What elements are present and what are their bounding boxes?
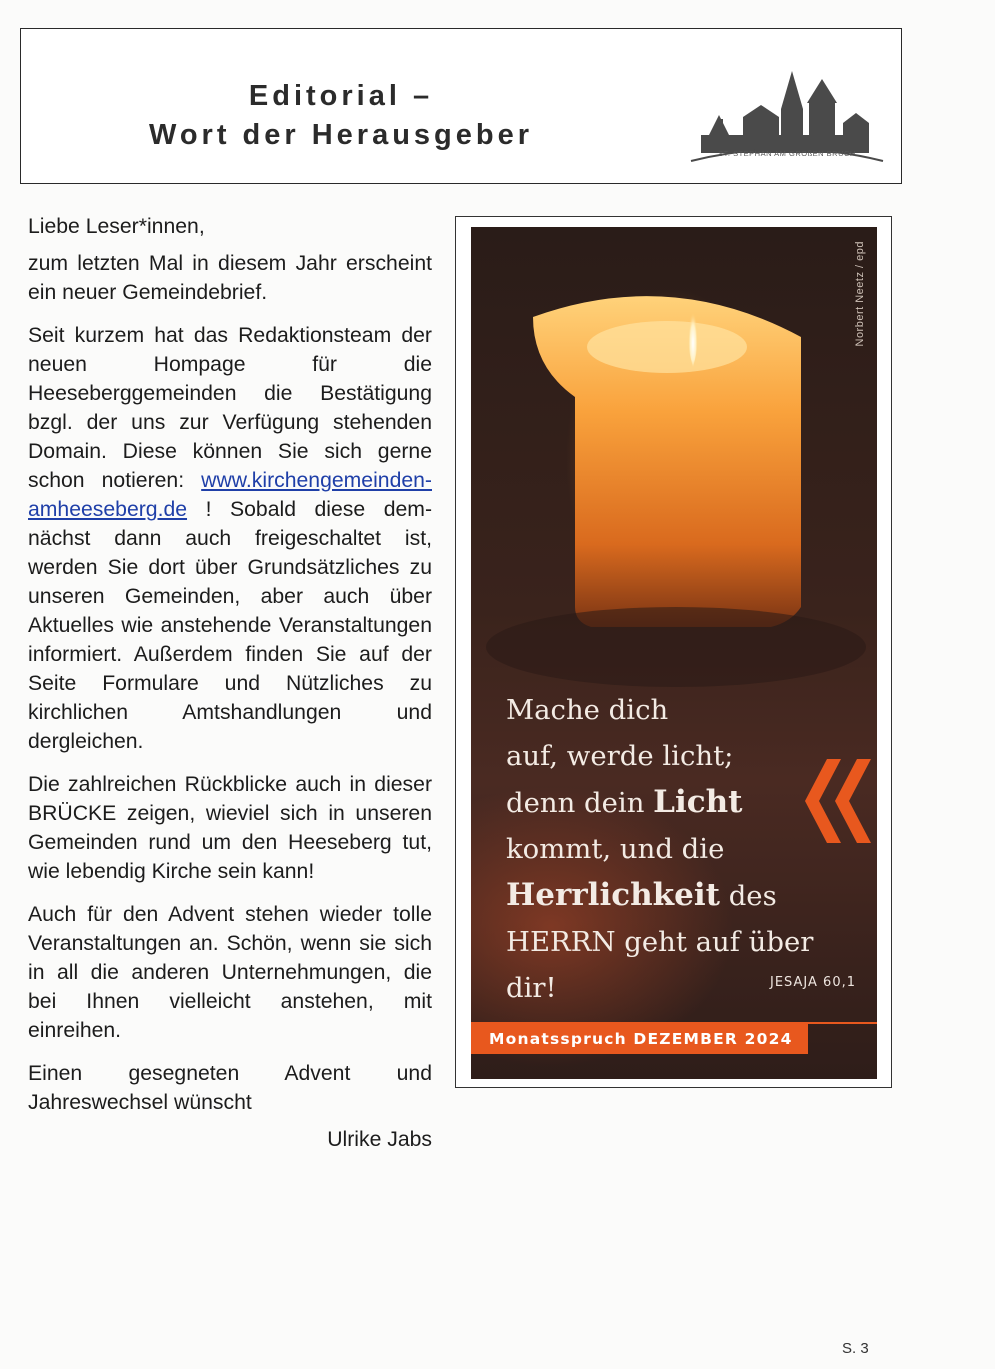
paragraph-1: zum letzten Mal in diesem Jahr erscheint ein neuer Gemeindebrief.	[28, 252, 432, 304]
signature: Ulrike Jabs	[327, 1128, 432, 1151]
verse-line-2: auf, werde licht;	[506, 740, 734, 772]
monthly-verse-frame	[455, 216, 892, 1088]
parish-logo	[681, 57, 893, 165]
month-label: Monatsspruch DEZEMBER 2024	[471, 1024, 808, 1054]
verse-line-3-normal: denn dein	[506, 787, 654, 819]
paragraph-4: Auch für den Advent stehen wieder tolle Veranstaltungen an. Schön, wenn sie sich in all die anderen Unternehmungen, die bei Ihnen vielleicht anstehen, mit einreihen.	[28, 903, 432, 1042]
logo-caption: ST. STEPHAN AM GROßEN BRUCH	[718, 149, 856, 158]
editorial-header	[20, 28, 902, 184]
editorial-text	[28, 212, 432, 1154]
paragraph-2-text-a: Seit kurzem hat das Redaktionsteam der neuen Hompage für die Heeseberggemeinden die Bestätigung bzgl. der uns zur Verfügung stehenden Domain. Diese können Sie sich gerne schon notieren:	[28, 324, 432, 492]
title-line-2: Wort der Herausgeber	[148, 119, 534, 151]
homepage-link[interactable]: www.kirchengemeinden-amheeseberg.de	[28, 469, 432, 521]
verse-text	[506, 687, 866, 1011]
verse-line-5-strong: Herrlichkeit	[506, 877, 720, 913]
verse-line-3-strong: Licht	[653, 784, 743, 820]
verse-line-4: kommt, und die	[506, 833, 725, 865]
verse-line-6: HERRN geht auf über dir!	[506, 926, 814, 1004]
salutation: Liebe Leser*innen,	[28, 215, 205, 238]
page-title	[111, 77, 571, 155]
paragraph-3: Die zahlreichen Rückblicke auch in dieser BRÜCKE zeigen, wieviel sich in unseren Gemeinden rund um den Heeseberg tut, wie lebendig Kirche sein kann!	[28, 773, 432, 883]
verse-line-5-normal: des	[719, 880, 777, 912]
paragraph-2	[28, 321, 432, 756]
double-chevron-left-icon	[801, 759, 873, 843]
verse-reference: JESAJA 60,1	[769, 975, 856, 990]
month-banner	[471, 1022, 877, 1054]
candle-photo	[471, 227, 877, 1079]
photo-credit: Norbert Neetz / epd	[854, 241, 866, 347]
page-number: S. 3	[842, 1340, 869, 1357]
verse-line-1: Mache dich	[506, 694, 669, 726]
verse-line-5	[506, 872, 866, 919]
title-line-1: Editorial –	[248, 80, 434, 112]
closing: Einen gesegneten Advent und Jahreswechsel wünscht	[28, 1062, 432, 1114]
paragraph-2-text-b: ! Sobald diese demnächst dann auch freigeschaltet ist, werden Sie dort über Grundsätzliches zu unseren Gemeinden, aber auch über Aktuelles wie anstehende Veranstaltungen informiert. Außerdem finden Sie auf der Seite Formulare und Nützliches zu kirchlichen Amtshandlungen und dergleichen.	[28, 498, 432, 753]
